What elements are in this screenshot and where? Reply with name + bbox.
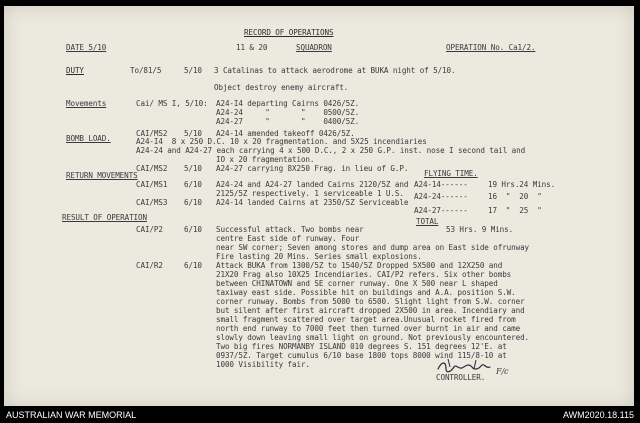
bomb-line: A24-24 and A24-27 each carrying 4 x 500 D.C., 2 x 250 G.P. inst. nose I second tail and [136, 146, 526, 155]
ms1-line: 2125/5Z respectively. 1 serviceable 1 U.S. [216, 189, 404, 198]
r2-date: 6/10 [184, 261, 202, 270]
r2-line: 1000 Visibility fair. [216, 360, 310, 369]
ms1-ref: CAI/MS1 [136, 180, 168, 189]
duty-text: 3 Catalinas to attack aerodrome at BUKA night of 5/10. [214, 66, 456, 75]
bomb-load-label: BOMB LOAD. [66, 134, 111, 143]
r2-line: 0937/5Z. Target cumulus 6/10 base 1800 tops 8000 wind 115/8-10 at [216, 351, 507, 360]
movement-line: A24-27 " " 0400/5Z. [216, 117, 360, 126]
p2-line: near SW corner; Seven among stores and dump area on East side ofrunway [216, 243, 530, 252]
flying-time: 17 " 25 " [488, 206, 542, 215]
ms3-text: A24-14 landed Cairns at 2350/5Z Serviceable [216, 198, 409, 207]
r2-line: taxiway east side. Possible hit on buildings and A.A. position S.W. [216, 288, 516, 297]
r2-line: 21X20 Frag also 10X25 Incendiaries. CAI/P2 refers. Six other bombs [216, 270, 512, 279]
ms1-line: A24-24 and A24-27 landed Cairns 2120/5Z and [216, 180, 409, 189]
movements-label: Movements [66, 99, 107, 108]
r2-line: between CHINATOWN and SE corner runway. One X 500 near L shaped [216, 279, 498, 288]
bomb-line: A24-I4 8 x 250 D.C. 10 x 20 fragmentation. and 5X25 incendiaries [136, 137, 427, 146]
r2-line: small fragment scattered over target area.Unusual rocket fired from [216, 315, 516, 324]
p2-line: Successful attack. Two bombs near [216, 225, 364, 234]
document-sheet [4, 6, 634, 406]
duty-object: Object destroy enemy aircraft. [214, 83, 349, 92]
movement-line: A24-24 " " 0500/5Z. [216, 108, 360, 117]
flying-time: 19 Hrs.24 Mins. [488, 180, 556, 189]
record-title: RECORD OF OPERATIONS [244, 28, 334, 37]
p2-ref: CAI/P2 [136, 225, 163, 234]
ms2-ref: CAI/MS2 [136, 164, 168, 173]
flying-aircraft: A24-14------ [414, 180, 468, 189]
movement-line: A24-I4 departing Cairns 0426/5Z. [216, 99, 360, 108]
amend-date: 5/10 [184, 129, 202, 138]
controller-initials: F/c [496, 367, 509, 376]
flying-aircraft: A24-24------ [414, 192, 468, 201]
r2-line: corner runway. Bombs from 5000 to 6500. Slight light from S.W. corner [216, 297, 525, 306]
ms3-date: 6/10 [184, 198, 202, 207]
footer-accession: AWM2020.18.115 [562, 410, 634, 420]
duty-label: DUTY [66, 66, 84, 75]
p2-date: 6/10 [184, 225, 202, 234]
total-time: 53 Hrs. 9 Mins. [446, 225, 514, 234]
movements-ref: Cai/ MS I, 5/10: [136, 99, 208, 108]
amend-ref: CAI/MS2 [136, 129, 168, 138]
r2-line: slowly down leaving small light on ground. Not previously encountered. [216, 333, 530, 342]
ms2-text: A24-27 carrying 8X250 Frag. in lieu of G.P. [216, 164, 409, 173]
flying-aircraft: A24-27------ [414, 206, 468, 215]
unit-number: 11 & 20 [236, 43, 268, 52]
total-label: TOTAL [416, 217, 439, 226]
p2-line: Fire lasting 20 Mins. Series small explosions. [216, 252, 422, 261]
amend-text: A24-14 amended takeoff 0426/5Z. [216, 129, 355, 138]
flying-time: 16 " 20 " [488, 192, 542, 201]
bomb-line: IO x 20 fragmentation. [216, 155, 315, 164]
duty-date: 5/10 [184, 66, 202, 75]
flying-time-header: FLYING TIME. [424, 169, 478, 178]
return-movements-label: RETURN MOVEMENTS [66, 171, 138, 180]
duty-to: To/81/5 [130, 66, 162, 75]
ms1-date: 6/10 [184, 180, 202, 189]
ms2-date: 5/10 [184, 164, 202, 173]
r2-line: but silent after first aircraft dropped 2X500 in area. Incendiary and [216, 306, 525, 315]
date-label: DATE 5/10 [66, 43, 107, 52]
operation-number: OPERATION No. Ca1/2. [446, 43, 536, 52]
r2-line: Attack BUKA from 1300/5Z to 1540/5Z Dropped 5X500 and 12X250 and [216, 261, 503, 270]
ms3-ref: CAI/MS3 [136, 198, 168, 207]
result-label: RESULT OF OPERATION [62, 213, 147, 222]
p2-line: centre East side of runway. Four [216, 234, 360, 243]
r2-line: north end runway to 7000 feet then turned over burnt in air and came [216, 324, 521, 333]
controller-label: CONTROLLER. [436, 373, 486, 382]
r2-line: Two big fires NORMANBY ISLAND 010 degrees S. 151 degrees 12'E. at [216, 342, 507, 351]
r2-ref: CAI/R2 [136, 261, 163, 270]
footer-institution: AUSTRALIAN WAR MEMORIAL [6, 410, 137, 420]
squadron-label: SQUADRON [296, 43, 332, 52]
